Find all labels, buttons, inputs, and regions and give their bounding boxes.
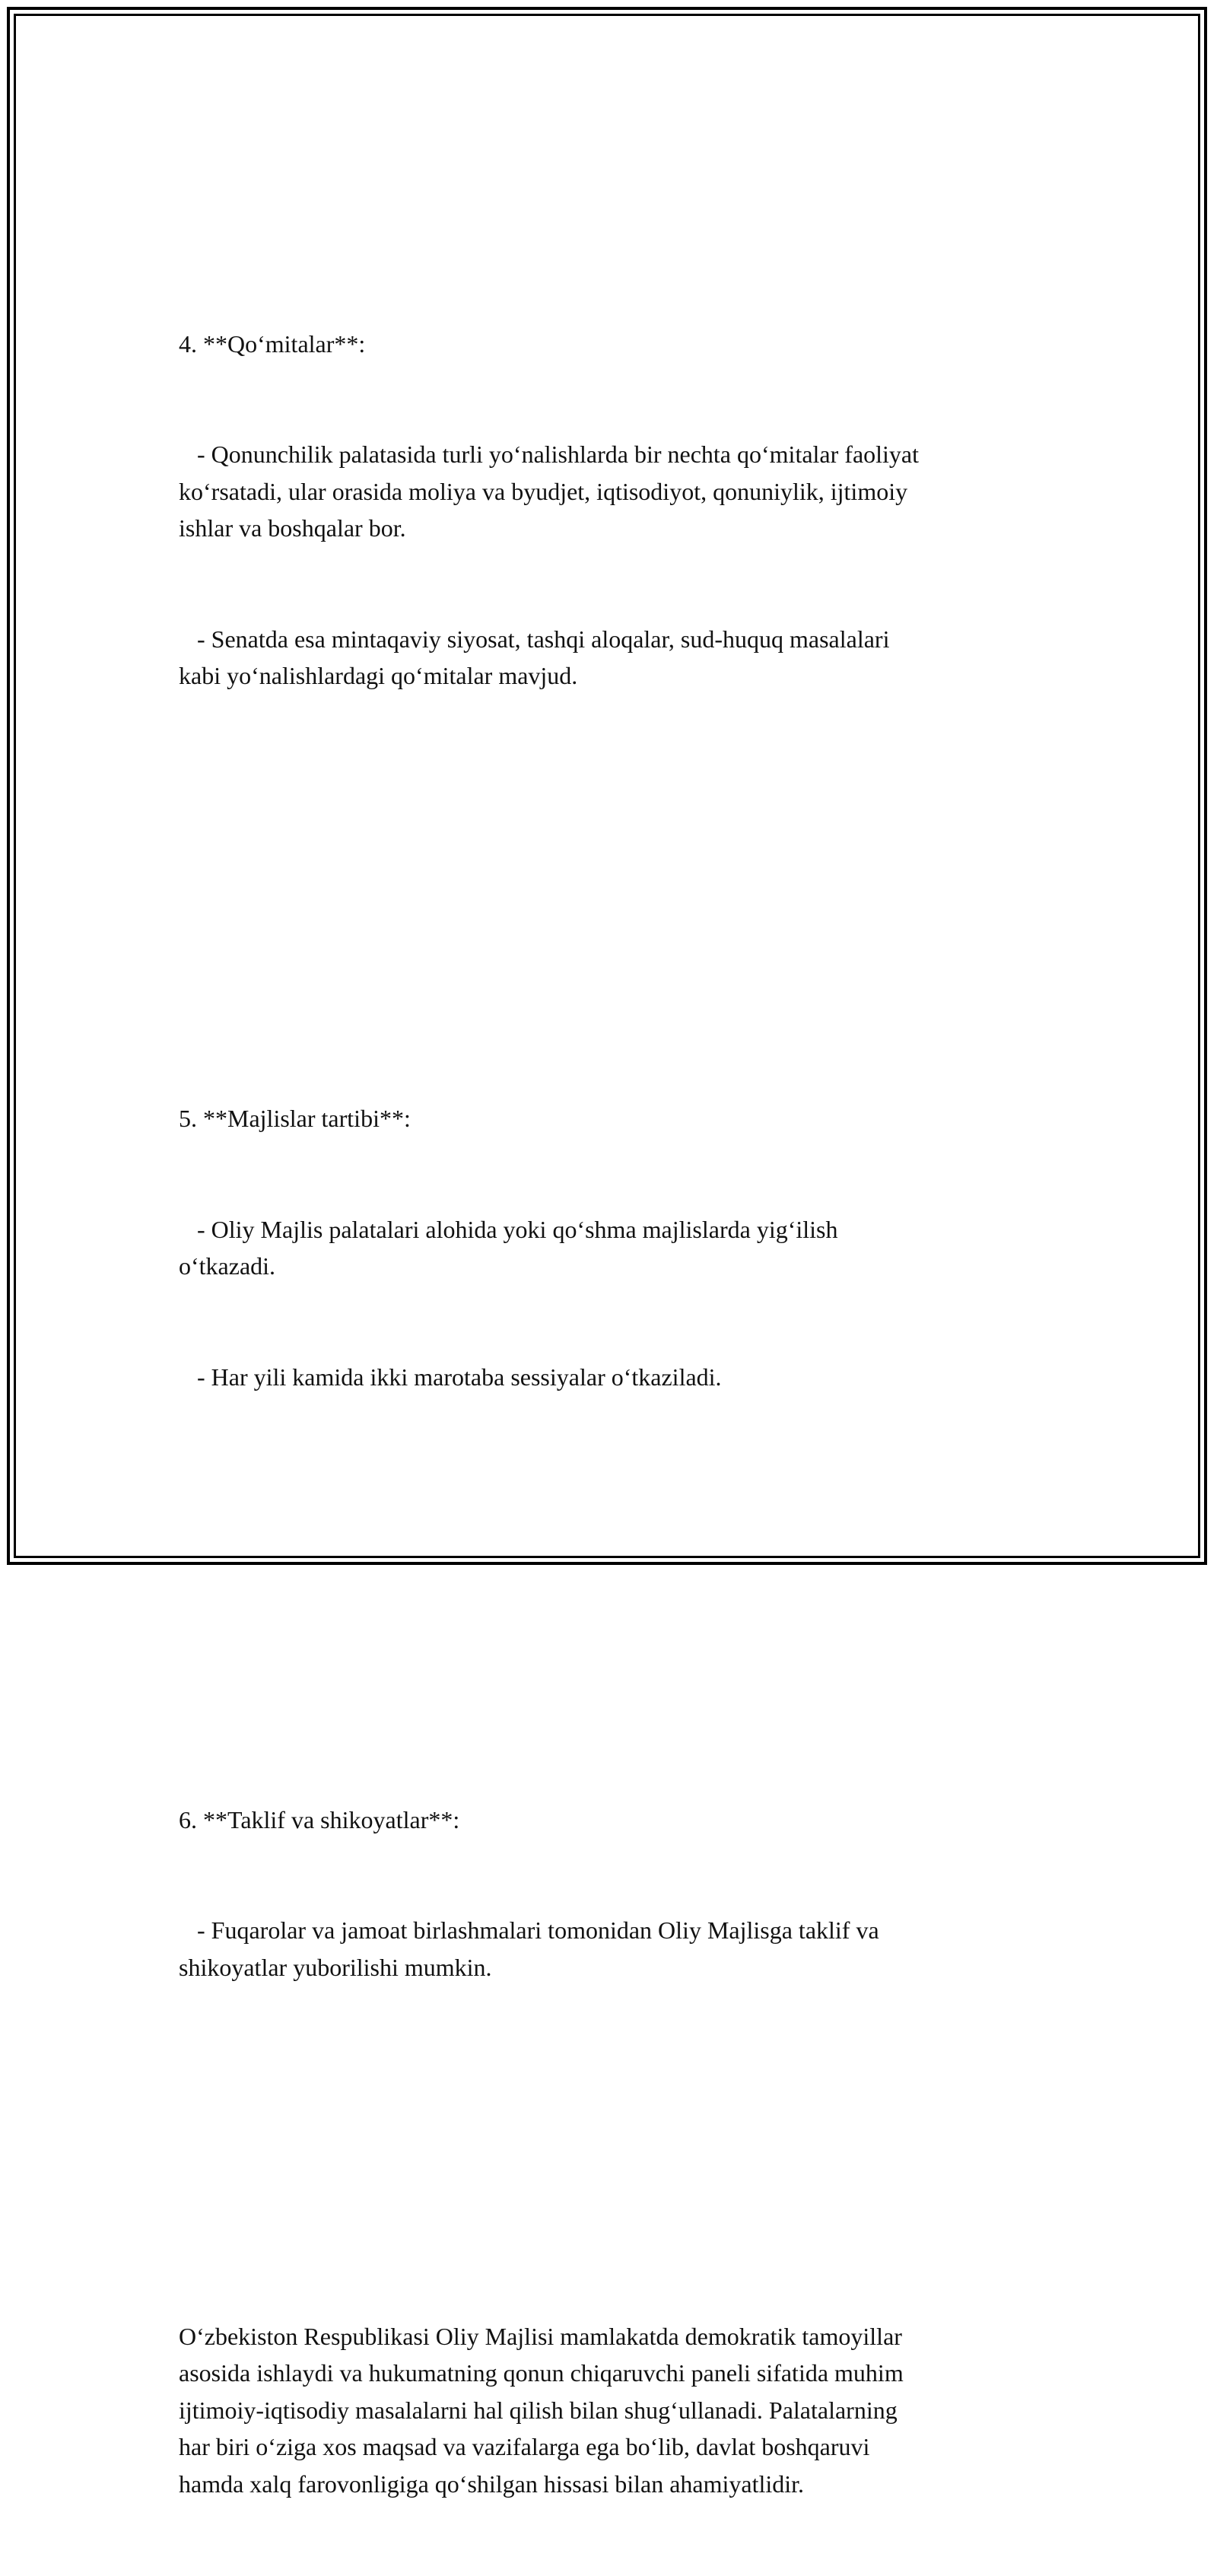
- section-heading: 5. **Majlislar tartibi**:: [179, 1105, 411, 1132]
- paragraph-spacer: [179, 2171, 1046, 2208]
- paragraph-spacer: [179, 879, 1046, 916]
- document-body: [179, 141, 1046, 2576]
- section-committees: [179, 252, 1046, 768]
- section-sessions-order: [179, 1026, 1046, 1469]
- conclusion-paragraph: O‘zbekiston Respublikasi Oliy Majlisi mamlakatda demokratik tamoyillar asosida ishlaydi va hukumatning qonun chiqaruvchi paneli sifatida muhim ijtimoiy-iqtisodiy masalalarni hal qilish bilan shug‘ullanadi. Palatalarning har biri o‘ziga xos maqsad va vazifalarga ega bo‘lib, davlat boshqaruvi hamda xalq farovonligiga qo‘shilgan hissasi bilan ahamiyatlidir.: [179, 2322, 904, 2498]
- paragraph-spacer: [179, 1580, 1046, 1617]
- list-item: - Oliy Majlis palatalari alohida yoki qo‘shma majlislarda yig‘ilish o‘tkazadi.: [179, 1215, 838, 1280]
- list-item: - Senatda esa mintaqaviy siyosat, tashqi aloqalar, sud-huquq masalalari kabi yo‘nalishlardagi qo‘mitalar mavjud.: [179, 625, 890, 689]
- list-item: - Qonunchilik palatasida turli yo‘nalishlarda bir nechta qo‘mitalar faoliyat ko‘rsatadi, ular orasida moliya va byudjet, iqtisodiyot, qonuniylik, ijtimoiy ishlar va boshqalar bor.: [179, 440, 920, 542]
- list-item: - Fuqarolar va jamoat birlashmalari tomonidan Oliy Majlisga taklif va shikoyatlar yuborilishi mumkin.: [179, 1916, 879, 1981]
- list-item: - Har yili kamida ikki marotaba sessiyalar o‘tkaziladi.: [179, 1363, 722, 1391]
- section-proposals-complaints: [179, 1728, 1046, 2060]
- section-heading: 4. **Qo‘mitalar**:: [179, 329, 366, 358]
- section-heading: 6. **Taklif va shikoyatlar**:: [179, 1805, 460, 1833]
